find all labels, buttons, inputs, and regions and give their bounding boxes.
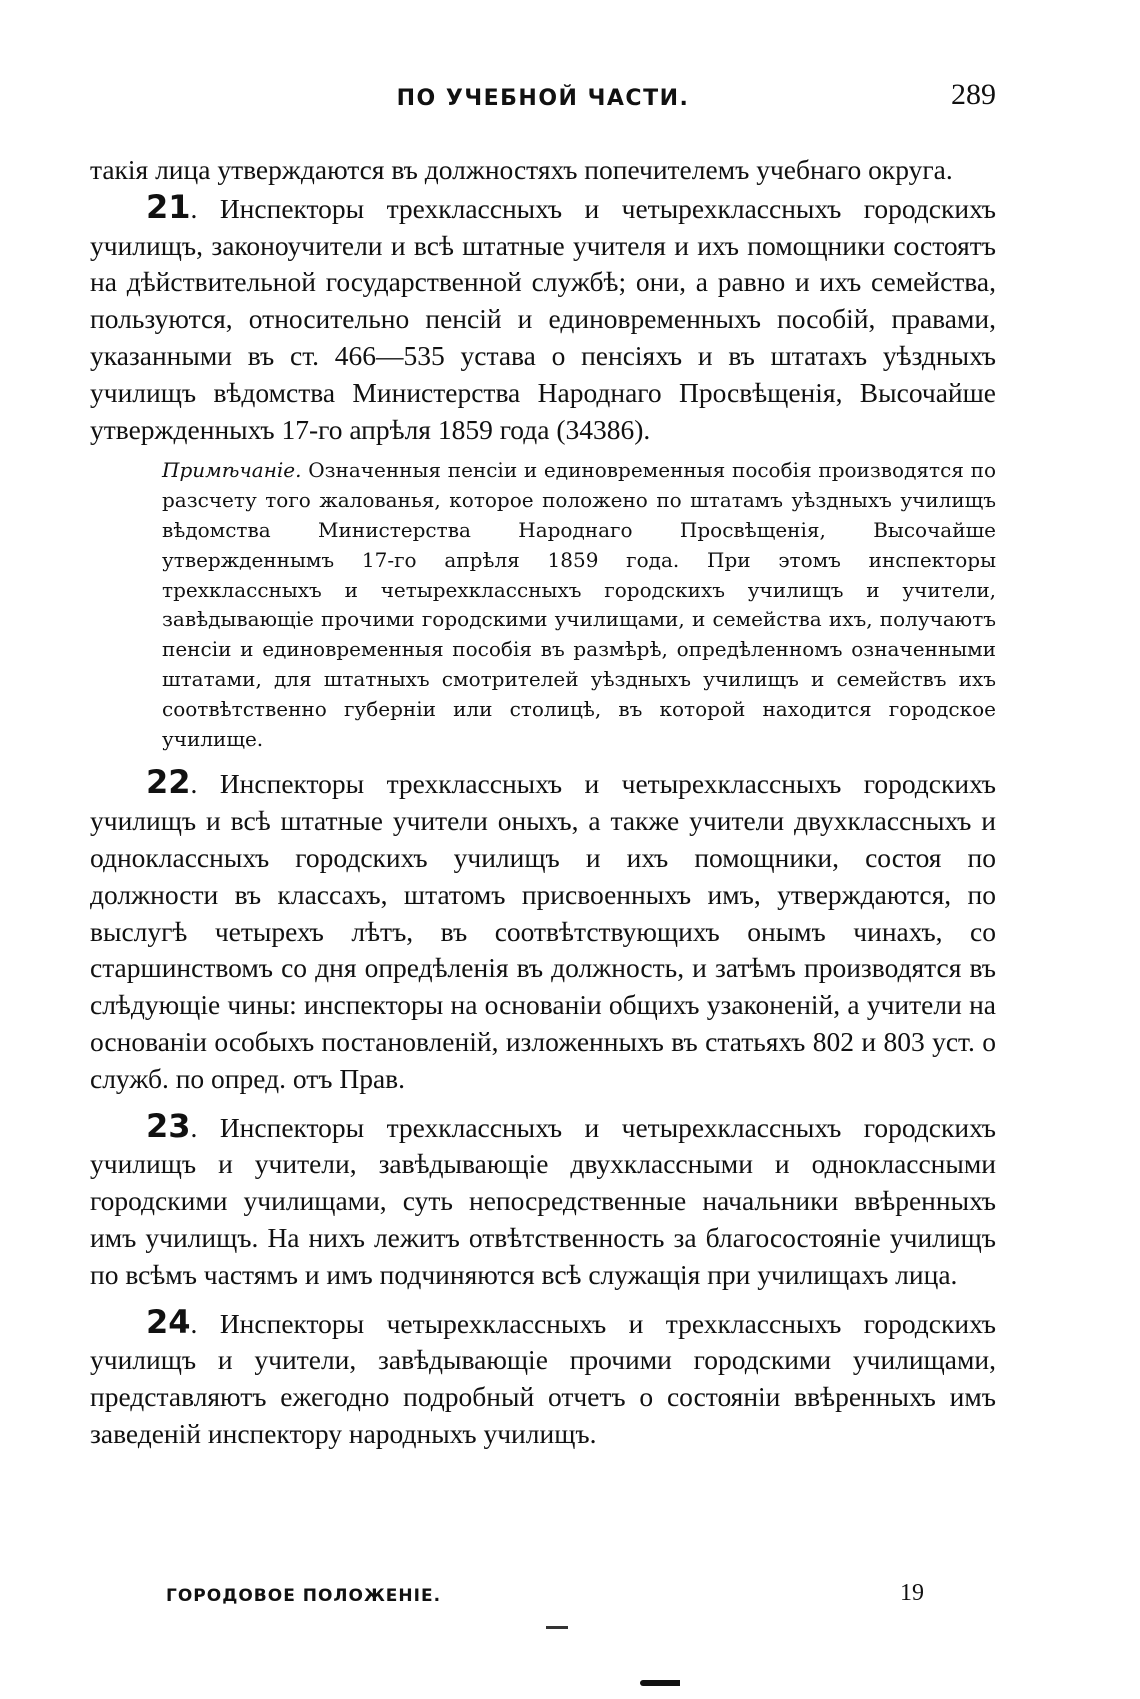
paragraph-23 [90,1108,996,1294]
running-title: ПО УЧЕБНОЙ ЧАСТИ. [396,86,690,111]
print-mark [546,1626,568,1629]
paragraph-23-text: . Инспекторы трехклассныхъ и четырехклассныхъ городскихъ училищъ и учители, завѣдывающіе двухклассными и одноклассными городскими училищами, суть непосредственные начальники ввѣренныхъ имъ училищъ. На нихъ лежитъ отвѣтственность за благосостояніе училищъ по всѣмъ частямъ и имъ подчиняются всѣ служащія при училищахъ лица. [90,1111,996,1290]
paragraph-number-23: 23 [146,1106,191,1145]
signature-mark: ГОРОДОВОЕ ПОЛОЖЕНІЕ. [166,1586,442,1606]
note-text: Означенныя пенсіи и единовременныя пособія производятся по разсчету того жалованья, которое положено по штатамъ уѣздныхъ училищъ вѣдомства Министерства Народнаго Просвѣщенія, Высочайше утвержденнымъ 17-го апрѣля 1859 года. При этомъ инспекторы трехклассныхъ и четырехклассныхъ городскихъ училищъ и учители, завѣдывающіе прочими городскими училищами, и семейства ихъ, получаютъ пенсіи и единовременныя пособія въ размѣрѣ, опредѣленномъ означенными штатами, для штатныхъ смотрителей уѣздныхъ училищъ и семействъ ихъ соотвѣтственно губерніи или столицѣ, въ которой находится городское училище. [162,458,996,751]
spacer [90,1098,996,1108]
paragraph-22-text: . Инспекторы трехклассныхъ и четырехклассныхъ городскихъ училищъ и всѣ штатные учители оныхъ, а также учители двухклассныхъ и одноклассныхъ городскихъ училищъ и ихъ помощники, состоя по должности въ классахъ, штатомъ присвоенныхъ имъ, утверждаются, по выслугѣ четырехъ лѣтъ, въ соотвѣтствующихъ онымъ чинахъ, со старшинствомъ со дня опредѣленія въ должность, и затѣмъ производятся въ слѣдующіе чины: инспекторы на основаніи общихъ узаконеній, а учители на основаніи особыхъ постановленій, изложенныхъ въ статьяхъ 802 и 803 уст. о служб. по опред. отъ Прав. [90,768,996,1094]
paragraph-continuation: такія лица утверждаются въ должностяхъ попечителемъ учебнаго округа. [90,154,953,185]
page-footer [166,1580,924,1614]
note [162,456,996,754]
print-mark [640,1680,680,1686]
paragraph-22 [90,764,996,1097]
paragraph-number-22: 22 [146,763,191,802]
paragraph-21-text: . Инспекторы трехклассныхъ и четырехклассныхъ городскихъ училищъ, законоучители и всѣ штатные учителя и ихъ помощники состоятъ на дѣйствительной государственной службѣ; они, а равно и ихъ семейства, пользуются, относительно пенсій и единовременныхъ пособій, правами, указанными въ ст. 466—535 устава о пенсіяхъ и въ штатахъ уѣздныхъ училищъ вѣдомства Министерства Народнаго Просвѣщенія, Высочайше утвержденныхъ 17-го апрѣля 1859 года (34386). [90,192,996,445]
page-header [90,78,996,118]
paragraph-number-21: 21 [146,187,191,226]
paragraph-number-24: 24 [146,1302,191,1341]
paragraph-24-text: . Инспекторы четырехклассныхъ и трехклассныхъ городскихъ училищъ и учители, завѣдывающіе прочими городскими училищами, представляютъ ежегодно подробный отчетъ о состояніи ввѣренныхъ имъ заведеній инспектору народныхъ училищъ. [90,1307,996,1449]
main-text [90,152,996,1453]
paragraph-21 [90,189,996,449]
sheet-number: 19 [900,1580,924,1606]
spacer [90,1294,996,1304]
note-label: Примѣчаніе. [162,458,302,483]
page-number: 289 [951,78,996,111]
paragraph-24 [90,1304,996,1453]
